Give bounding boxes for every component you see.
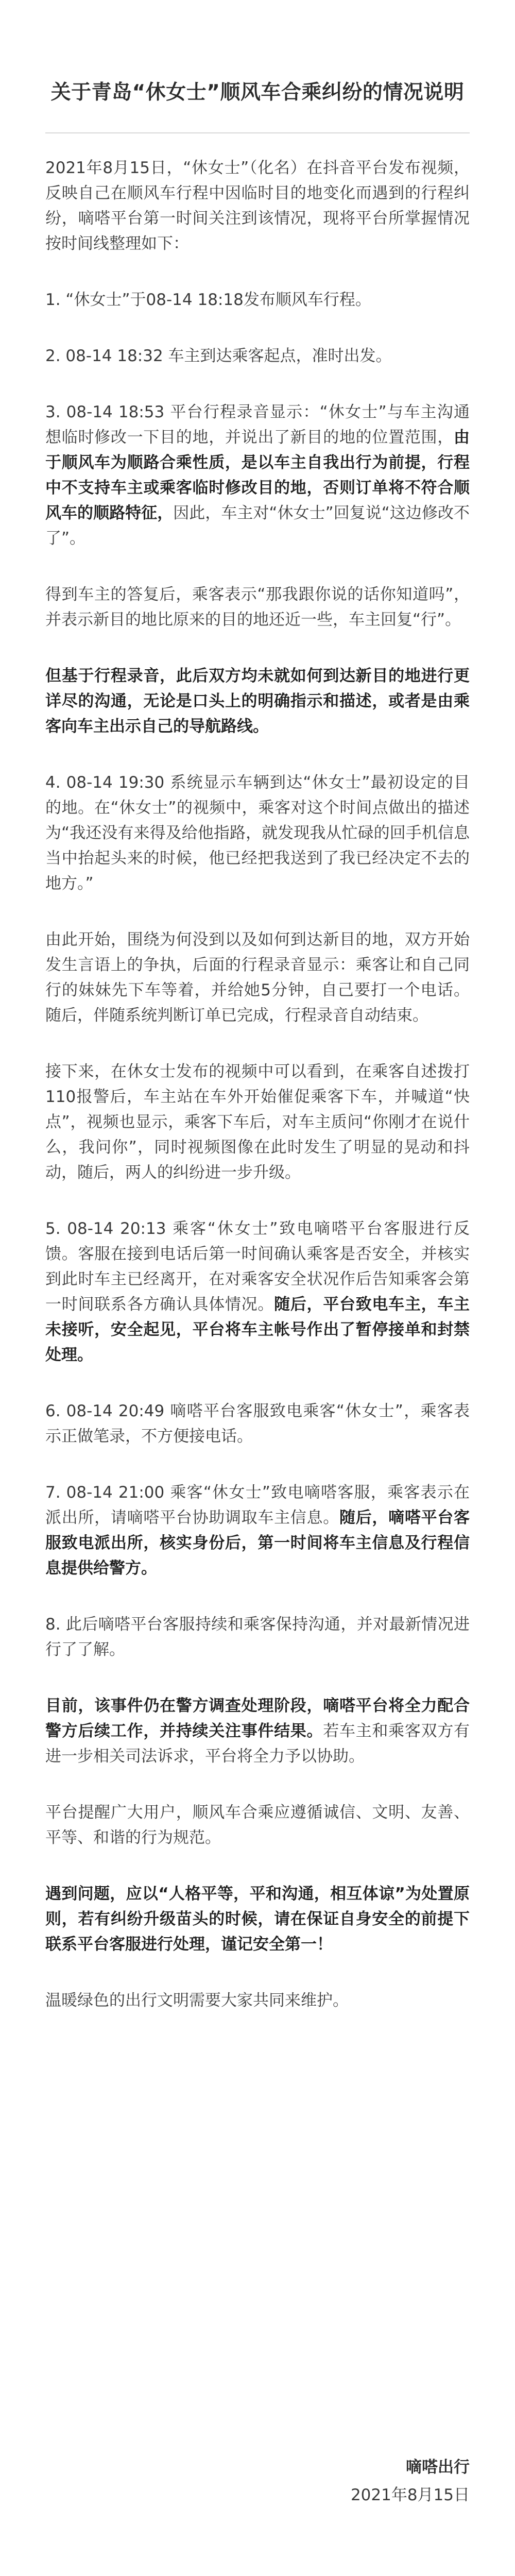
bold-text-segment: 遇到问题，应以“人格平等，平和沟通，相互体谅”为处置原则，若有纠纷升级苗头的时候，请在保证自身安全的前提下联系平台客服进行处理，谨记安全第一！ bbox=[45, 1885, 470, 1954]
text-segment: 6. 08-14 20:49 嘀嗒平台客服致电乘客“休女士”，乘客表示正做笔录，不方便接电话。 bbox=[45, 1402, 470, 1446]
text-segment: 温暖绿色的出行文明需要大家共同来维护。 bbox=[45, 1991, 349, 2010]
text-segment: 若车主和乘客双方有进一步相关司法诉求，平台将全力予以协助。 bbox=[45, 1722, 470, 1766]
bold-text-segment: 由于顺风车为顺路合乘性质，是以车主自我出行为前提，行程中不支持车主或乘客临时修改目的地，否则订单将不符合顺风车的顺路特征， bbox=[45, 428, 470, 522]
paragraph-p4c bbox=[45, 1059, 470, 1185]
text-segment: 2. 08-14 18:32 车主到达乘客起点，准时出发。 bbox=[45, 347, 392, 365]
text-segment: 5. 08-14 20:13 乘客“休女士”致电嘀嗒平台客服进行反馈。客服在接到电话后第一时间确认乘客是否安全，并核实到此时车主已经离开，在对乘客安全状况作后告知乘客会第一时间联系各方确认具体情况。 bbox=[45, 1219, 470, 1314]
paragraph-p3c bbox=[45, 664, 470, 739]
title-divider bbox=[45, 132, 470, 133]
text-segment: 因此，车主对“休女士”回复说“这边修改不了”。 bbox=[45, 504, 470, 548]
text-segment: 8. 此后嘀嗒平台客服持续和乘客保持沟通，并对最新情况进行了了解。 bbox=[45, 1615, 470, 1659]
text-segment: 4. 08-14 19:30 系统显示车辆到达“休女士”最初设定的目的地。在“休女士”的视频中，乘客对这个时间点做出的描述为“我还没有来得及给他指路，就发现我从忙碌的回手机信息当中抬起头来的时候，他已经把我送到了我已经决定不去的地方。” bbox=[45, 773, 470, 893]
statement-body bbox=[45, 156, 470, 2044]
text-segment: 7. 08-14 21:00 乘客“休女士”致电嘀嗒客服，乘客表示在派出所，请嘀嗒平台协助调取车主信息。 bbox=[45, 1483, 470, 1527]
bold-text-segment: 目前，该事件仍在警方调查处理阶段，嘀嗒平台将全力配合警方后续工作，并持续关注事件结果。 bbox=[45, 1697, 470, 1740]
paragraph-p6 bbox=[45, 1399, 470, 1449]
paragraph-p5 bbox=[45, 1216, 470, 1368]
signature-block bbox=[351, 2453, 470, 2509]
bold-text-segment: 但基于行程录音，此后双方均未就如何到达新目的地进行更详尽的沟通，无论是口头上的明确指示和描述，或者是由乘客向车主出示自己的导航路线。 bbox=[45, 667, 470, 736]
bold-text-segment: 随后，平台致电车主，车主未接听，安全起见，平台将车主帐号作出了暂停接单和封禁处理。 bbox=[45, 1295, 470, 1364]
page-title: 关于青岛“休女士”顺风车合乘纠纷的情况说明 bbox=[50, 81, 465, 104]
paragraph-p4b bbox=[45, 927, 470, 1028]
bold-text-segment: 随后，嘀嗒平台客服致电派出所，核实身份后，第一时间将车主信息及行程信息提供给警方。 bbox=[45, 1509, 470, 1578]
title-area bbox=[0, 76, 515, 105]
text-segment: 得到车主的答复后，乘客表示“那我跟你说的话你知道吗”，并表示新目的地比原来的目的地还近一些，车主回复“行”。 bbox=[45, 585, 470, 629]
paragraph-p1 bbox=[45, 287, 470, 313]
paragraph-intro bbox=[45, 156, 470, 257]
text-segment: 由此开始，围绕为何没到以及如何到达新目的地，双方开始发生言语上的争执，后面的行程录音显示：乘客让和自己同行的妹妹先下车等着，并给她5分钟，自己要打一个电话。随后，伴随系统判断订单已完成，行程录音自动结束。 bbox=[45, 930, 470, 1025]
paragraph-remind bbox=[45, 1800, 470, 1851]
text-segment: 接下来，在休女士发布的视频中可以看到，在乘客自述拨打110报警后，车主站在车外开始催促乘客下车，并喊道“快点”，视频也显示，乘客下车后，对车主质问“你刚才在说什么，我问你”，同时视频图像在此时发生了明显的晃动和抖动，随后，两人的纠纷进一步升级。 bbox=[45, 1062, 470, 1182]
paragraph-p3 bbox=[45, 400, 470, 551]
signature-date: 2021年8月15日 bbox=[350, 2486, 470, 2504]
signature-organization: 嘀嗒出行 bbox=[406, 2458, 470, 2477]
text-segment: 3. 08-14 18:53 平台行程录音显示：“休女士”与车主沟通想临时修改一下目的地，并说出了新目的地的位置范围， bbox=[45, 403, 470, 447]
paragraph-p7 bbox=[45, 1480, 470, 1581]
paragraph-p4 bbox=[45, 770, 470, 896]
text-segment: 2021年8月15日，“休女士”（化名）在抖音平台发布视频，反映自己在顺风车行程中因临时目的地变化而遇到的行程纠纷，嘀嗒平台第一时间关注到该情况，现将平台所掌握情况按时间线整理如下： bbox=[45, 159, 470, 253]
paragraph-p8 bbox=[45, 1612, 470, 1663]
text-segment: 1. “休女士”于08-14 18:18发布顺风车行程。 bbox=[45, 291, 371, 309]
paragraph-p3b bbox=[45, 582, 470, 633]
paragraph-closing bbox=[45, 1988, 470, 2013]
paragraph-p2 bbox=[45, 344, 470, 369]
paragraph-status bbox=[45, 1693, 470, 1769]
paragraph-principle bbox=[45, 1882, 470, 1957]
text-segment: 平台提醒广大用户，顺风车合乘应遵循诚信、文明、友善、平等、和谐的行为规范。 bbox=[45, 1803, 470, 1847]
